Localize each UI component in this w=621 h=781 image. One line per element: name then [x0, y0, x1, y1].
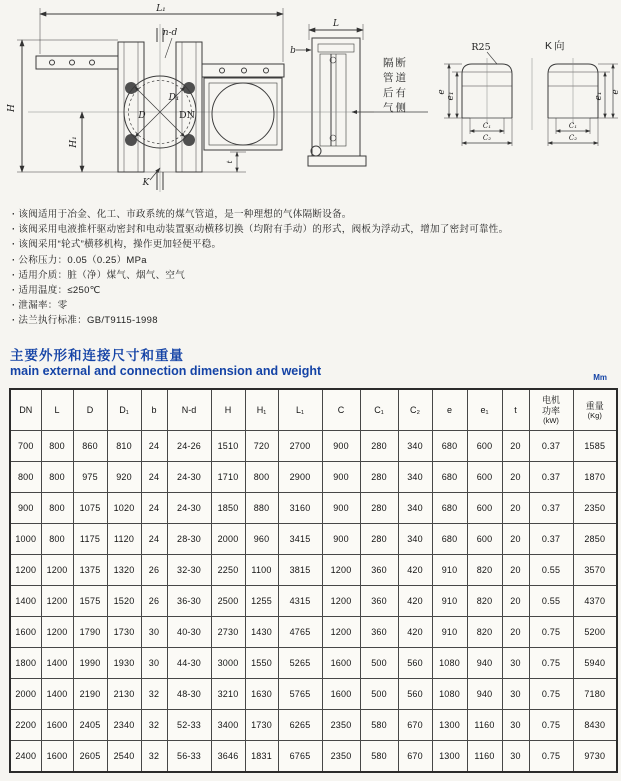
table-cell: 4370: [573, 586, 617, 617]
table-cell: 1200: [322, 617, 360, 648]
table-cell: 940: [467, 679, 502, 710]
table-cell: 48-30: [167, 679, 211, 710]
dim-label-l1: L₁: [156, 4, 166, 14]
table-cell: 860: [73, 431, 107, 462]
table-cell: 0.37: [529, 524, 573, 555]
table-cell: 2350: [322, 710, 360, 741]
table-cell: 20: [502, 617, 529, 648]
table-cell: 3815: [278, 555, 322, 586]
spec-bullet: · 适用温度：≤250℃: [12, 283, 615, 298]
table-cell: 1600: [322, 648, 360, 679]
table-cell: 2400: [10, 741, 41, 773]
table-cell: 7180: [573, 679, 617, 710]
column-header-label: 电机功率: [541, 395, 560, 416]
table-row: [10, 679, 617, 710]
table-cell: 1630: [245, 679, 278, 710]
table-cell: 1160: [467, 741, 502, 773]
table-cell: 720: [245, 431, 278, 462]
table-cell: 40-30: [167, 617, 211, 648]
column-header-label: b: [151, 405, 157, 415]
column-header-label: e₁: [480, 405, 489, 415]
table-row: [10, 710, 617, 741]
table-cell: 0.75: [529, 679, 573, 710]
table-row: [10, 524, 617, 555]
column-header-label: H: [224, 405, 232, 415]
table-cell: 6765: [278, 741, 322, 773]
table-cell: 56-33: [167, 741, 211, 773]
table-cell: 1175: [73, 524, 107, 555]
table-cell: 800: [245, 462, 278, 493]
k-view-label: K向: [545, 40, 567, 52]
table-cell: 1200: [41, 617, 73, 648]
column-header-label: L₁: [295, 405, 305, 415]
table-cell: 580: [360, 710, 398, 741]
table-cell: 2000: [10, 679, 41, 710]
table-cell: 3000: [211, 648, 245, 679]
dim-label-c1-left: C₁: [482, 122, 492, 130]
table-cell: 820: [467, 617, 502, 648]
table-cell: 0.37: [529, 462, 573, 493]
table-cell: 0.75: [529, 741, 573, 773]
table-cell: 0.37: [529, 431, 573, 462]
table-cell: 0.75: [529, 648, 573, 679]
column-header-unit: (Kg): [587, 411, 602, 421]
table-cell: 30: [502, 710, 529, 741]
table-row: [10, 648, 617, 679]
table-cell: 24: [141, 493, 167, 524]
table-cell: 20: [502, 524, 529, 555]
column-header-label: L: [54, 405, 60, 415]
column-header: [529, 389, 573, 431]
table-cell: 1870: [573, 462, 617, 493]
table-row: [10, 462, 617, 493]
table-cell: 2605: [73, 741, 107, 773]
dim-label-d: D: [138, 111, 146, 121]
table-cell: 1080: [432, 679, 467, 710]
table-cell: 680: [432, 493, 467, 524]
table-cell: 52-33: [167, 710, 211, 741]
table-cell: 1200: [41, 555, 73, 586]
dim-label-e1-right: e₁: [594, 91, 604, 101]
radius-label-r25: R25: [471, 42, 491, 53]
table-cell: 1600: [41, 741, 73, 773]
table-cell: 420: [398, 617, 432, 648]
table-cell: 24: [141, 431, 167, 462]
table-cell: 3210: [211, 679, 245, 710]
table-cell: 44-30: [167, 648, 211, 679]
table-cell: 20: [502, 586, 529, 617]
table-cell: 1255: [245, 586, 278, 617]
table-cell: 1790: [73, 617, 107, 648]
column-header: [73, 389, 107, 431]
dim-label-h: H: [7, 104, 17, 112]
table-cell: 900: [322, 462, 360, 493]
dimension-table: [9, 388, 618, 773]
table-cell: 1020: [107, 493, 141, 524]
table-cell: 2190: [73, 679, 107, 710]
table-cell: 6265: [278, 710, 322, 741]
table-cell: 340: [398, 462, 432, 493]
table-cell: 680: [432, 462, 467, 493]
table-cell: 975: [73, 462, 107, 493]
table-cell: 910: [432, 555, 467, 586]
table-cell: 1200: [322, 555, 360, 586]
dim-label-c2-right: C₂: [568, 134, 578, 142]
spec-bullet: · 法兰执行标准：GB/T9115-1998: [12, 313, 615, 328]
table-header-row: [10, 389, 617, 431]
table-cell: 3570: [573, 555, 617, 586]
table-cell: 1520: [107, 586, 141, 617]
table-cell: 2900: [278, 462, 322, 493]
table-cell: 20: [502, 493, 529, 524]
table-cell: 3400: [211, 710, 245, 741]
table-cell: 3646: [211, 741, 245, 773]
table-cell: 1160: [467, 710, 502, 741]
table-cell: 1990: [73, 648, 107, 679]
column-header: [432, 389, 467, 431]
table-cell: 1200: [10, 555, 41, 586]
table-cell: 280: [360, 524, 398, 555]
table-cell: 880: [245, 493, 278, 524]
table-cell: 900: [322, 431, 360, 462]
table-row: [10, 586, 617, 617]
table-cell: 1831: [245, 741, 278, 773]
table-cell: 26: [141, 555, 167, 586]
column-header: [211, 389, 245, 431]
gas-side-note: [383, 56, 408, 114]
table-cell: 1200: [322, 586, 360, 617]
table-cell: 0.37: [529, 493, 573, 524]
table-cell: 20: [502, 431, 529, 462]
table-cell: 2250: [211, 555, 245, 586]
table-cell: 1300: [432, 741, 467, 773]
table-cell: 910: [432, 617, 467, 648]
table-cell: 1120: [107, 524, 141, 555]
table-cell: 340: [398, 493, 432, 524]
dim-label-c1-right: C₁: [568, 122, 578, 130]
table-cell: 2700: [278, 431, 322, 462]
table-cell: 5940: [573, 648, 617, 679]
dim-label-t: t: [226, 160, 234, 164]
column-header: [573, 389, 617, 431]
front-view-drawing: [7, 4, 296, 192]
table-cell: 2350: [322, 741, 360, 773]
table-cell: 360: [360, 586, 398, 617]
table-cell: 820: [467, 586, 502, 617]
table-cell: 8430: [573, 710, 617, 741]
table-cell: 1400: [41, 679, 73, 710]
dim-label-b: b: [290, 46, 296, 56]
table-cell: 4315: [278, 586, 322, 617]
table-cell: 670: [398, 710, 432, 741]
table-cell: 600: [467, 462, 502, 493]
table-cell: 32-30: [167, 555, 211, 586]
dim-label-d1: D₁: [168, 93, 180, 103]
dim-label-h1: H₁: [69, 136, 79, 148]
table-cell: 900: [322, 493, 360, 524]
column-header-label: DN: [19, 405, 33, 415]
table-row: [10, 555, 617, 586]
column-header-label: e: [446, 405, 452, 415]
column-header-label: 重量: [585, 401, 604, 412]
note-line: 隔断: [383, 57, 408, 69]
table-cell: 1075: [73, 493, 107, 524]
column-header-label: D₁: [119, 405, 129, 415]
spec-bullet: · 公称压力：0.05（0.25）MPa: [12, 253, 615, 268]
table-cell: 20: [502, 462, 529, 493]
dim-label-e-left: e: [437, 89, 447, 95]
table-cell: 420: [398, 555, 432, 586]
column-header: [360, 389, 398, 431]
column-header-label: D: [86, 405, 94, 415]
table-cell: 2500: [211, 586, 245, 617]
column-header: [141, 389, 167, 431]
column-header-label: C₂: [410, 405, 420, 415]
column-header-label: C: [337, 405, 345, 415]
dim-label-k: K: [142, 178, 150, 188]
table-cell: 1850: [211, 493, 245, 524]
table-cell: 920: [107, 462, 141, 493]
table-cell: 24-30: [167, 462, 211, 493]
table-cell: 280: [360, 493, 398, 524]
table-row: [10, 741, 617, 773]
table-cell: 1510: [211, 431, 245, 462]
table-cell: 1930: [107, 648, 141, 679]
spec-bullet: · 泄漏率：零: [12, 298, 615, 313]
dim-label-e-right: e: [611, 89, 621, 95]
table-cell: 1300: [432, 710, 467, 741]
section-title-zh: 主要外形和连接尺寸和重量: [10, 348, 184, 363]
table-cell: 2405: [73, 710, 107, 741]
table-cell: 30: [502, 679, 529, 710]
table-cell: 30: [502, 741, 529, 773]
table-cell: 360: [360, 555, 398, 586]
table-cell: 810: [107, 431, 141, 462]
table-cell: 2540: [107, 741, 141, 773]
table-cell: 0.75: [529, 710, 573, 741]
table-cell: 36-30: [167, 586, 211, 617]
note-line: 后有: [383, 87, 408, 99]
note-line: 气侧: [383, 102, 408, 114]
table-cell: 340: [398, 431, 432, 462]
note-line: 管道: [383, 72, 408, 84]
table-cell: 1575: [73, 586, 107, 617]
table-cell: 1710: [211, 462, 245, 493]
column-header: [398, 389, 432, 431]
section-title-en: main external and connection dimension and weight: [10, 364, 322, 378]
table-cell: 700: [10, 431, 41, 462]
dim-label-e1-left: e₁: [446, 91, 456, 101]
table-cell: 1600: [322, 679, 360, 710]
k-view-detail-drawing: [437, 39, 621, 146]
table-cell: 1200: [41, 586, 73, 617]
table-cell: 1000: [10, 524, 41, 555]
table-cell: 420: [398, 586, 432, 617]
table-cell: 0.75: [529, 617, 573, 648]
column-header: [467, 389, 502, 431]
section-heading: [10, 344, 611, 380]
table-cell: 670: [398, 741, 432, 773]
table-cell: 900: [322, 524, 360, 555]
table-cell: 560: [398, 648, 432, 679]
table-cell: 1080: [432, 648, 467, 679]
table-cell: 2130: [107, 679, 141, 710]
table-cell: 800: [41, 462, 73, 493]
table-cell: 24: [141, 524, 167, 555]
table-cell: 0.55: [529, 586, 573, 617]
table-cell: 800: [10, 462, 41, 493]
table-cell: 800: [41, 493, 73, 524]
table-cell: 560: [398, 679, 432, 710]
table-row: [10, 431, 617, 462]
table-cell: 32: [141, 741, 167, 773]
table-cell: 32: [141, 710, 167, 741]
column-header-label: t: [514, 405, 517, 415]
column-header: [10, 389, 41, 431]
table-cell: 1430: [245, 617, 278, 648]
table-cell: 5265: [278, 648, 322, 679]
table-cell: 600: [467, 493, 502, 524]
table-cell: 3160: [278, 493, 322, 524]
column-header-label: C₁: [374, 405, 384, 415]
table-cell: 680: [432, 524, 467, 555]
table-cell: 3415: [278, 524, 322, 555]
table-cell: 1375: [73, 555, 107, 586]
table-cell: 280: [360, 462, 398, 493]
spec-bullet-list: [12, 207, 615, 329]
table-cell: 360: [360, 617, 398, 648]
column-header: [107, 389, 141, 431]
column-header: [502, 389, 529, 431]
dim-label-nd: n-d: [162, 28, 178, 38]
table-cell: 2200: [10, 710, 41, 741]
table-cell: 1730: [107, 617, 141, 648]
table-cell: 940: [467, 648, 502, 679]
table-cell: 820: [467, 555, 502, 586]
table-cell: 1400: [41, 648, 73, 679]
table-cell: 1600: [10, 617, 41, 648]
table-cell: 500: [360, 648, 398, 679]
table-cell: 2340: [107, 710, 141, 741]
table-cell: 4765: [278, 617, 322, 648]
table-cell: 5765: [278, 679, 322, 710]
table-cell: 800: [41, 524, 73, 555]
table-cell: 580: [360, 741, 398, 773]
table-cell: 32: [141, 679, 167, 710]
column-header-unit: (kW): [543, 415, 559, 425]
table-cell: 800: [41, 431, 73, 462]
table-cell: 2350: [573, 493, 617, 524]
table-cell: 28-30: [167, 524, 211, 555]
table-cell: 20: [502, 555, 529, 586]
table-cell: 30: [502, 648, 529, 679]
table-cell: 2850: [573, 524, 617, 555]
column-header: [167, 389, 211, 431]
spec-bullet: · 适用介质：脏（净）煤气、烟气、空气: [12, 268, 615, 283]
dim-label-l: L: [333, 19, 339, 29]
table-cell: 1800: [10, 648, 41, 679]
table-cell: 1320: [107, 555, 141, 586]
table-cell: 900: [10, 493, 41, 524]
spec-bullet: · 该阀采用电液推杆驱动密封和电动装置驱动横移切换（均附有手动）的形式，阀板为浮动式，增加了密封可靠性。: [12, 222, 615, 237]
table-row: [10, 493, 617, 524]
table-row: [10, 617, 617, 648]
spec-bullet: · 该阀采用“轮式”横移机构，操作更加轻便平稳。: [12, 237, 615, 252]
table-cell: 1585: [573, 431, 617, 462]
table-cell: 2000: [211, 524, 245, 555]
table-cell: 30: [141, 617, 167, 648]
table-cell: 960: [245, 524, 278, 555]
dim-label-c2-left: C₂: [482, 134, 492, 142]
table-cell: 24: [141, 462, 167, 493]
table-cell: 680: [432, 431, 467, 462]
column-header-label: H₁: [256, 405, 267, 415]
table-cell: 280: [360, 431, 398, 462]
table-cell: 910: [432, 586, 467, 617]
table-cell: 1600: [41, 710, 73, 741]
spec-bullet: · 该阀适用于冶金、化工、市政系统的煤气管道，是一种理想的气体隔断设备。: [12, 207, 615, 222]
column-header-label: N-d: [181, 405, 197, 415]
technical-drawings: [0, 0, 621, 205]
table-cell: 0.55: [529, 555, 573, 586]
table-cell: 9730: [573, 741, 617, 773]
table-cell: 1400: [10, 586, 41, 617]
table-cell: 5200: [573, 617, 617, 648]
table-cell: 30: [141, 648, 167, 679]
column-header: [245, 389, 278, 431]
unit-note: Mm: [593, 373, 607, 382]
column-header: [278, 389, 322, 431]
table-cell: 600: [467, 524, 502, 555]
table-cell: 500: [360, 679, 398, 710]
column-header: [41, 389, 73, 431]
table-cell: 26: [141, 586, 167, 617]
table-cell: 24-30: [167, 493, 211, 524]
table-cell: 24-26: [167, 431, 211, 462]
table-cell: 1100: [245, 555, 278, 586]
table-cell: 340: [398, 524, 432, 555]
table-cell: 1550: [245, 648, 278, 679]
dim-label-dn: DN: [179, 110, 195, 121]
table-cell: 600: [467, 431, 502, 462]
table-cell: 2730: [211, 617, 245, 648]
column-header: [322, 389, 360, 431]
table-cell: 1730: [245, 710, 278, 741]
